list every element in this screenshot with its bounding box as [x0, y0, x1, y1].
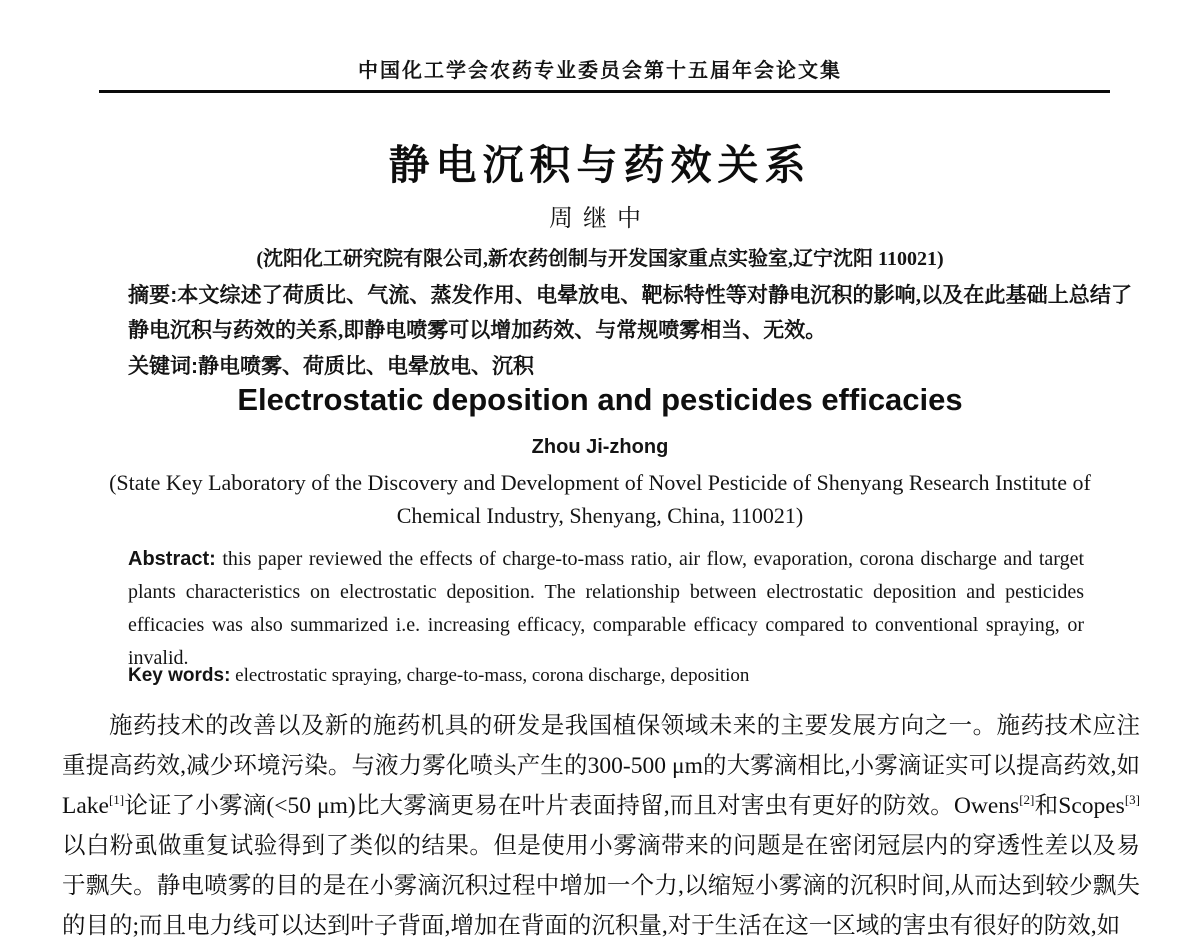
affiliation-zh: (沈阳化工研究院有限公司,新农药创制与开发国家重点实验室,辽宁沈阳 110021) — [256, 248, 944, 270]
abstract-en — [128, 543, 1084, 675]
author-en: Zhou Ji-zhong — [531, 436, 669, 458]
abstract-zh — [128, 278, 1132, 348]
body-text — [62, 706, 1140, 946]
keywords-en-label: Key words: — [128, 665, 231, 686]
proceedings-header: 中国化工学会农药专业委员会第十五届年会论文集 — [358, 60, 842, 82]
keywords-zh-text: 静电喷雾、荷质比、电晕放电、沉积 — [198, 354, 534, 378]
abstract-zh-label: 摘要: — [128, 284, 178, 307]
affiliation-en: (State Key Laboratory of the Discovery and Development of Novel Pesticide of Shenyang Research Institute of Chemical Industry, Shenyang, China, 110021) — [109, 470, 1091, 528]
keywords-en — [128, 665, 1084, 687]
paper-title-en: Electrostatic deposition and pesticides efficacies — [237, 382, 963, 417]
abstract-zh-text: 本文综述了荷质比、气流、蒸发作用、电晕放电、靶标特性等对静电沉积的影响,以及在此基础上总结了静电沉积与药效的关系,即静电喷雾可以增加药效、与常规喷雾相当、无效。 — [128, 283, 1133, 342]
body-paragraph: 施药技术的改善以及新的施药机具的研发是我国植保领域未来的主要发展方向之一。施药技术应注重提高药效,减少环境污染。与液力雾化喷头产生的300-500 μm的大雾滴相比,小雾滴证实可以提高药效,如Lake[1]论证了小雾滴(<50 μm)比大雾滴更易在叶片表面持留,而且对害虫有更好的防效。Owens[2]和Scopes[3]以白粉虱做重复试验得到了类似的结果。但是使用小雾滴带来的问题是在密闭冠层内的穿透性差以及易于飘失。静电喷雾的目的是在小雾滴沉积过程中增加一个力,以缩短小雾滴的沉积时间,从而达到较少飘失的目的;而且电力线可以达到叶子背面,增加在背面的沉积量,对于生活在这一区域的害虫有很好的防效,如 — [62, 713, 1140, 939]
keywords-en-text: electrostatic spraying, charge-to-mass, corona discharge, deposition — [230, 665, 750, 686]
abstract-en-label: Abstract: — [128, 548, 216, 570]
author-zh: 周继中 — [549, 206, 651, 232]
keywords-zh-label: 关键词: — [128, 355, 198, 378]
keywords-zh — [128, 350, 1132, 380]
header-rule — [99, 90, 1110, 93]
paper-title-zh: 静电沉积与药效关系 — [388, 142, 812, 188]
abstract-en-text: this paper reviewed the effects of charge-to-mass ratio, air flow, evaporation, corona discharge and target plants characteristics on electrostatic deposition. The relationship between electrostatic deposition and pesticides efficacies was also summarized i.e. increasing efficacy, comparable efficacy compared to conventional spraying, or invalid. — [128, 548, 1084, 669]
